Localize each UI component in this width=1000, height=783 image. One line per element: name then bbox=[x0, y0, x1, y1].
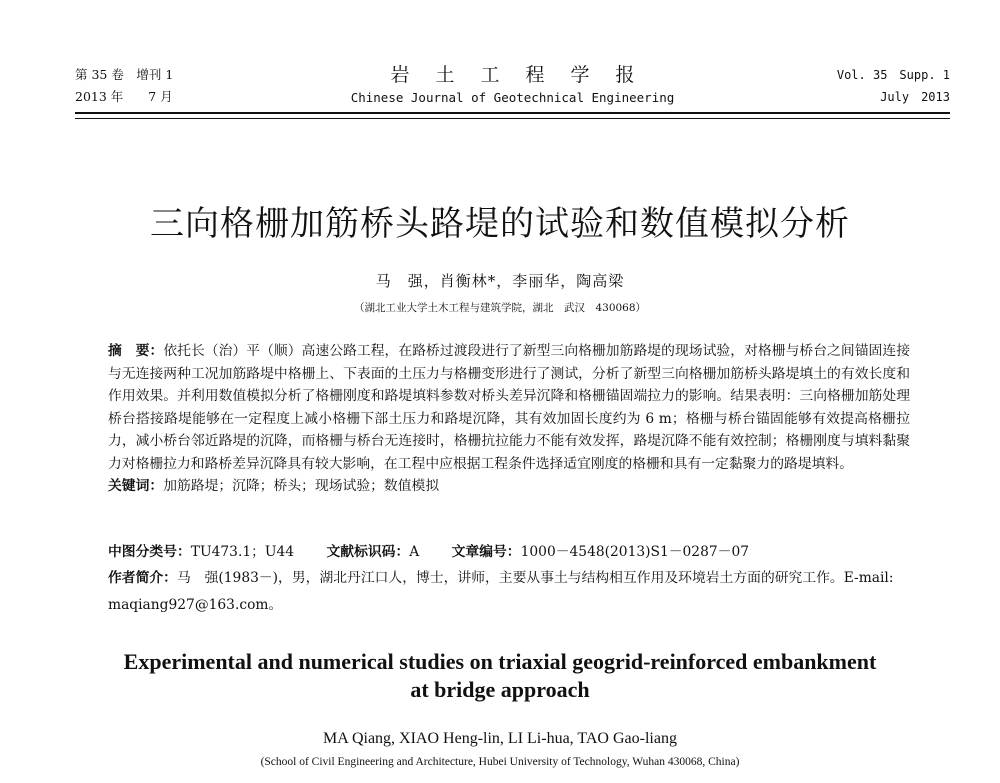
header-rule-thick bbox=[75, 112, 950, 114]
volume-line-en: Vol. 35 Supp. 1 bbox=[836, 68, 950, 82]
date-line-en: July 2013 bbox=[880, 90, 950, 104]
header-rule-thin bbox=[75, 118, 950, 119]
bio-label: 作者简介： bbox=[108, 570, 177, 586]
doc-code-group bbox=[326, 544, 419, 560]
author-bio bbox=[108, 565, 910, 619]
clc-value: TU473.1；U44 bbox=[190, 544, 295, 560]
journal-name bbox=[75, 62, 950, 108]
clc-label: 中图分类号： bbox=[108, 544, 191, 560]
journal-name-en: Chinese Journal of Geotechnical Engineering bbox=[350, 90, 675, 105]
article-no-value: 1000－4548(2013)S1－0287－07 bbox=[520, 544, 749, 560]
article-no-group bbox=[452, 544, 749, 560]
journal-name-cn: 岩土工程学报 bbox=[390, 64, 661, 86]
classification-line bbox=[108, 541, 910, 563]
authors-en: MA Qiang, XIAO Heng-lin, LI Li-hua, TAO Gao-liang bbox=[323, 730, 677, 747]
affiliation-en: (School of Civil Engineering and Architecture, Hubei University of Technology, Wuhan 430068, China) bbox=[260, 756, 740, 768]
abstract bbox=[108, 340, 910, 498]
article-no-label: 文章编号： bbox=[451, 544, 521, 560]
clc-group bbox=[108, 544, 294, 560]
authors-cn: 马 强，肖衡林*，李丽华，陶高梁 bbox=[375, 272, 625, 290]
bio-text: 马 强(1983－)，男，湖北丹江口人，博士，讲师，主要从事土与结构相互作用及环境岩土方面的研究工作。E-mail: maqiang927@163.com。 bbox=[108, 570, 894, 613]
doc-code-value: A bbox=[409, 544, 420, 560]
article-title-en bbox=[0, 648, 1000, 704]
abstract-label: 摘 要： bbox=[108, 343, 164, 359]
date-line: 2013 年 7 月 bbox=[75, 89, 173, 104]
abstract-text: 依托长（治）平（顺）高速公路工程，在路桥过渡段进行了新型三向格栅加筋路堤的现场试验，对格栅与桥台之间锚固连接与无连接两种工况加筋路堤中格栅上、下表面的土压力与格栅变形进行了测试，分析了新型三向格栅加筋桥头路堤填土的有效长度和作用效果。并利用数值模拟分析了格栅刚度和路堤填料参数对桥头差异沉降和格栅锚固端拉力的影响。结果表明：三向格栅加筋处理桥台搭接路堤能够在一定程度上减小格栅下部土压力和路堤沉降，其有效加固长度约为 6 m；格栅与桥台锚固能够有效提高格栅拉力，减小桥台邻近路堤的沉降，而格栅与桥台无连接时，格栅抗拉能力不能有效发挥，路堤沉降不能有效控制；格栅刚度与填料黏聚力对格栅拉力和路桥差异沉降具有较大影响，在工程中应根据工程条件选择适宜刚度的格栅和具有一定黏聚力的路堤填料。 bbox=[108, 343, 910, 472]
volume-issue-en bbox=[837, 64, 950, 108]
article-title-cn: 三向格栅加筋桥头路堤的试验和数值模拟分析 bbox=[150, 204, 850, 244]
doc-code-label: 文献标识码： bbox=[326, 544, 410, 560]
title-en-line2: at bridge approach bbox=[410, 677, 590, 702]
title-en-line1: Experimental and numerical studies on triaxial geogrid-reinforced embankment bbox=[123, 649, 877, 674]
volume-line: 第 35 卷 增刊 1 bbox=[75, 67, 174, 82]
affiliation-cn: （湖北工业大学土木工程与建筑学院，湖北 武汉 430068） bbox=[353, 302, 647, 314]
keywords-label: 关键词： bbox=[108, 478, 164, 494]
keywords-text: 加筋路堤；沉降；桥头；现场试验；数值模拟 bbox=[163, 478, 440, 494]
journal-header bbox=[75, 64, 950, 112]
